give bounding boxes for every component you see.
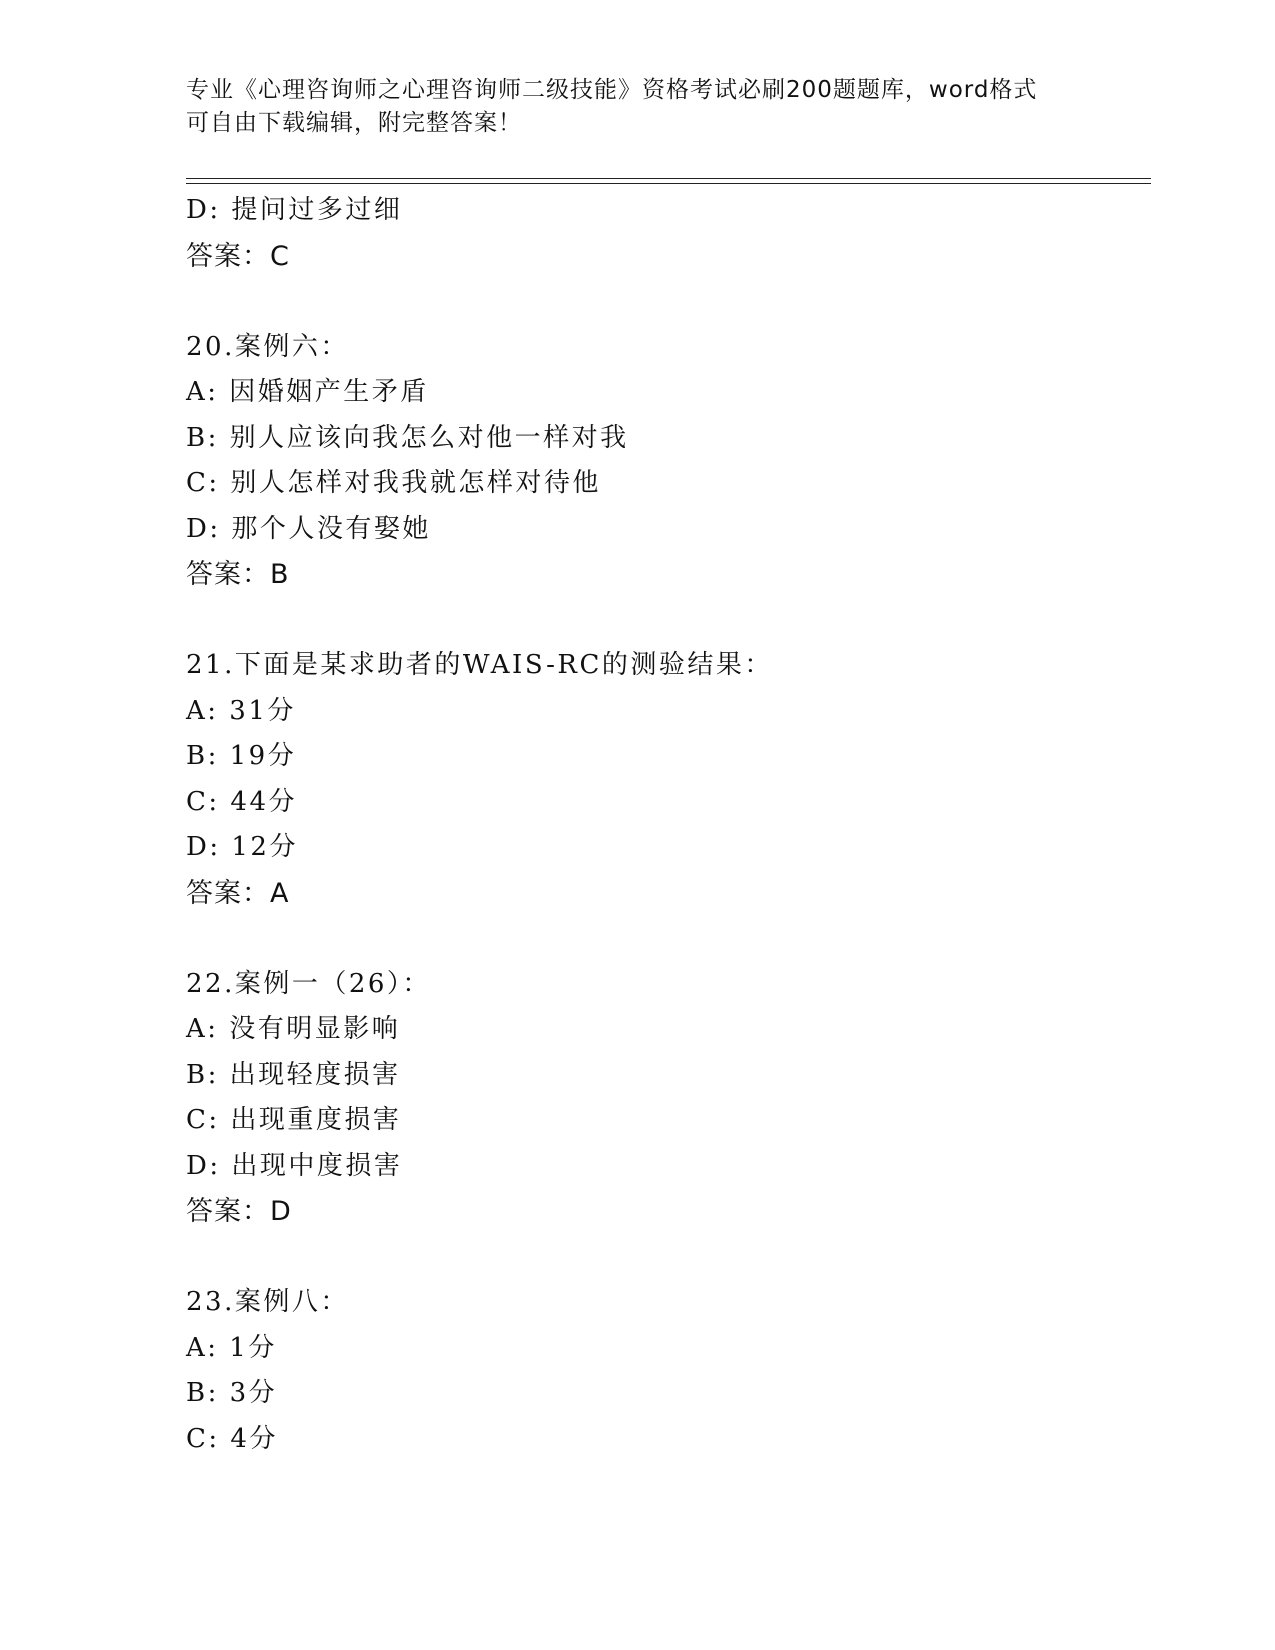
question-title: 22.案例一（26）： — [186, 968, 431, 999]
question-list — [186, 188, 1146, 1462]
answer-line: 答案：C — [186, 240, 290, 272]
header-divider-bottom — [186, 183, 1151, 184]
option-b: B: 出现轻度损害 — [186, 1059, 401, 1090]
option-c: C: 4分 — [186, 1423, 278, 1454]
option-b: B: 19分 — [186, 741, 297, 771]
block-spacer — [186, 916, 1146, 962]
question-block-21 — [186, 643, 1146, 916]
document-header — [186, 74, 1086, 140]
question-block-23 — [186, 1280, 1146, 1462]
option-a: A: 31分 — [186, 695, 296, 726]
option-d: D: 那个人没有娶她 — [186, 513, 431, 544]
option-b: B: 3分 — [186, 1378, 278, 1408]
option-b: B: 别人应该向我怎么对他一样对我 — [186, 422, 629, 453]
block-spacer — [186, 598, 1146, 644]
question-block-20 — [186, 325, 1146, 598]
question-title: 20.案例六： — [186, 331, 349, 362]
question-block-19 — [186, 188, 1146, 279]
answer-line: 答案：D — [186, 1196, 292, 1227]
option-c: C: 别人怎样对我我就怎样对待他 — [186, 468, 601, 498]
option-a: A: 1分 — [186, 1332, 277, 1363]
option-a: A: 因婚姻产生矛盾 — [186, 377, 429, 407]
block-spacer — [186, 279, 1146, 325]
option-d: D: 提问过多过细 — [186, 195, 403, 225]
option-c: C: 44分 — [186, 786, 298, 817]
question-block-22 — [186, 962, 1146, 1235]
option-d: D: 12分 — [186, 832, 298, 862]
block-spacer — [186, 1235, 1146, 1281]
option-a: A: 没有明显影响 — [186, 1014, 401, 1044]
header-divider-top — [186, 178, 1151, 179]
answer-line: 答案：B — [186, 559, 290, 590]
question-title: 23.案例八： — [186, 1287, 349, 1317]
option-d: D: 出现中度损害 — [186, 1150, 403, 1181]
question-title: 21.下面是某求助者的WAIS-RC的测验结果： — [186, 650, 773, 680]
option-c: C: 出现重度损害 — [186, 1105, 402, 1135]
header-title-line-1: 专业《心理咨询师之心理咨询师二级技能》资格考试必刷200题题库，word格式 — [186, 77, 1038, 103]
header-title-line-2: 可自由下载编辑，附完整答案！ — [186, 110, 522, 136]
answer-line: 答案：A — [186, 877, 290, 909]
